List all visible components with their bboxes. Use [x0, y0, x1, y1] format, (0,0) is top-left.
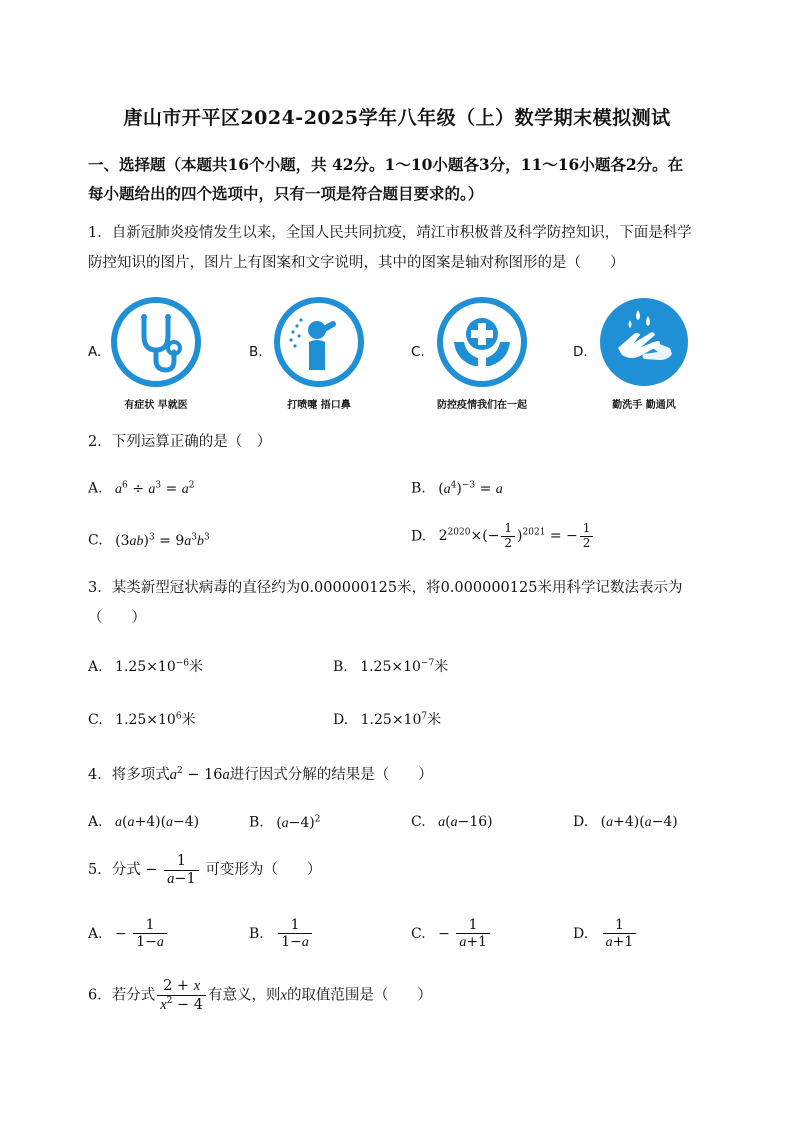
q4-option-c: C. a(a−16) [411, 814, 493, 830]
q2-option-a-label: A. [88, 480, 103, 497]
q2-option-b-label: B. [411, 480, 426, 497]
q5-stem: 5．分式 − $\frac{1}{a-1}$ 可变形为（ ） [88, 853, 322, 887]
q3-option-d-label: D. [333, 712, 349, 728]
sneeze-icon [273, 296, 365, 388]
q3-unit-b: 米 [434, 659, 449, 675]
q3-option-c: C. $1.25\times 10^6$米 [88, 711, 196, 728]
q6-stem-post: 的取值范围是（ ） [286, 987, 432, 1004]
q5-option-d: D. $\frac{1}{a+1}$ [573, 917, 638, 951]
cross-hands-icon [436, 296, 528, 388]
q5-option-b-label: B. [249, 926, 264, 943]
q4-option-d-label: D. [573, 814, 589, 830]
q3-option-b: B. $1.25\times 10^{-7}$米 [333, 658, 449, 675]
q2-stem: 2．下列运算正确的是（ ） [88, 434, 272, 450]
q1-stem-line2: 防控知识的图片，图片上有图案和文字说明，其中的图案是轴对称图形的是（ ） [88, 255, 625, 271]
q6-stem-mid: 有意义，则 [208, 987, 281, 1004]
q4-option-a-label: A. [88, 814, 103, 830]
q2-option-a: A. $a^6 \div a^3 = a^2$ [88, 480, 195, 497]
q5-option-c: C. − $\frac{1}{a+1}$ [411, 917, 492, 951]
q3-unit-c: 米 [181, 712, 196, 728]
q2-option-c-label: C. [88, 532, 103, 549]
q3-stem-line2: （ ） [88, 610, 146, 626]
q2-option-b: B. $(a^4)^{-3} = a$ [411, 480, 503, 497]
q1-option-c-label: C. [411, 344, 425, 360]
q4-option-b: B. $(a-4)^2$ [249, 814, 321, 831]
q3-option-b-label: B. [333, 659, 348, 675]
q3-unit-a: 米 [189, 659, 204, 675]
q4-option-b-label: B. [249, 814, 264, 831]
q4-stem-post: 进行因式分解的结果是（ ） [229, 766, 433, 783]
q3-option-c-label: C. [88, 712, 103, 728]
q2-option-c: C. $(3ab)^3 = 9a^3b^3$ [88, 532, 210, 549]
q4-stem: 4．将多项式$a^2 - 16a$进行因式分解的结果是（ ） [88, 766, 433, 783]
q3-option-d: D. $1.25\times 10^7$米 [333, 711, 442, 728]
q5-option-d-label: D. [573, 926, 589, 943]
stethoscope-icon [110, 296, 202, 388]
section-heading-line1: 一、选择题（本题共16个小题，共 42分。1～10小题各3分，11～16小题各2分。在 [88, 155, 684, 174]
q1-caption-d: 勤洗手 勤通风 [612, 400, 676, 411]
q1-caption-a: 有症状 早就医 [124, 400, 188, 411]
q2-option-d-label: D. [411, 528, 427, 545]
q1-option-d-label: D. [573, 344, 588, 360]
hand-wash-icon [598, 296, 690, 388]
q6-stem: 6．若分式 $\frac{2 + x}{x^2 - 4}$ 有意义，则x的取值范围是（ ） [88, 978, 432, 1013]
q1-option-a-label: A. [88, 344, 102, 360]
q3-option-a-label: A. [88, 659, 103, 675]
q3-stem-line1: 3．某类新型冠状病毒的直径约为0.000000125米，将0.000000125米用科学记数法表示为 [88, 580, 683, 596]
q1-stem-line1: 1．自新冠肺炎疫情发生以来，全国人民共同抗疫，靖江市积极普及科学防控知识，下面是科学 [88, 225, 692, 241]
q5-option-b: B. $\frac{1}{1-a}$ [249, 917, 314, 951]
q3-unit-d: 米 [427, 712, 442, 728]
q3-option-a: A. $1.25\times 10^{-6}$米 [88, 658, 204, 675]
q6-stem-pre: 6．若分式 [88, 987, 156, 1004]
q5-option-a-label: A. [88, 926, 103, 943]
q1-option-b-label: B. [249, 344, 263, 360]
q1-caption-b: 打喷嚏 捂口鼻 [287, 400, 351, 411]
q5-stem-post: 可变形为（ ） [205, 862, 322, 879]
q4-stem-pre: 4．将多项式 [88, 766, 170, 783]
q1-caption-c: 防控疫情我们在一起 [437, 400, 527, 411]
q2-option-d: D. $2^{2020}\times(-$ $\frac{1}{2}$ )$^{2021}$ = − $\frac{1}{2}$ [411, 522, 595, 551]
q5-stem-pre: 5．分式 [88, 862, 141, 879]
q4-option-d: D. (a+4)(a−4) [573, 814, 678, 830]
section-heading-line2: 每小题给出的四个选项中，只有一项是符合题目要求的。） [88, 184, 484, 203]
page-title: 唐山市开平区2024-2025学年八年级（上）数学期末模拟测试 [123, 107, 671, 129]
q4-option-a: A. a(a+4)(a−4) [88, 814, 200, 830]
q5-option-a: A. − $\frac{1}{1-a}$ [88, 917, 169, 951]
q4-option-c-label: C. [411, 814, 426, 830]
q5-option-c-label: C. [411, 926, 426, 943]
